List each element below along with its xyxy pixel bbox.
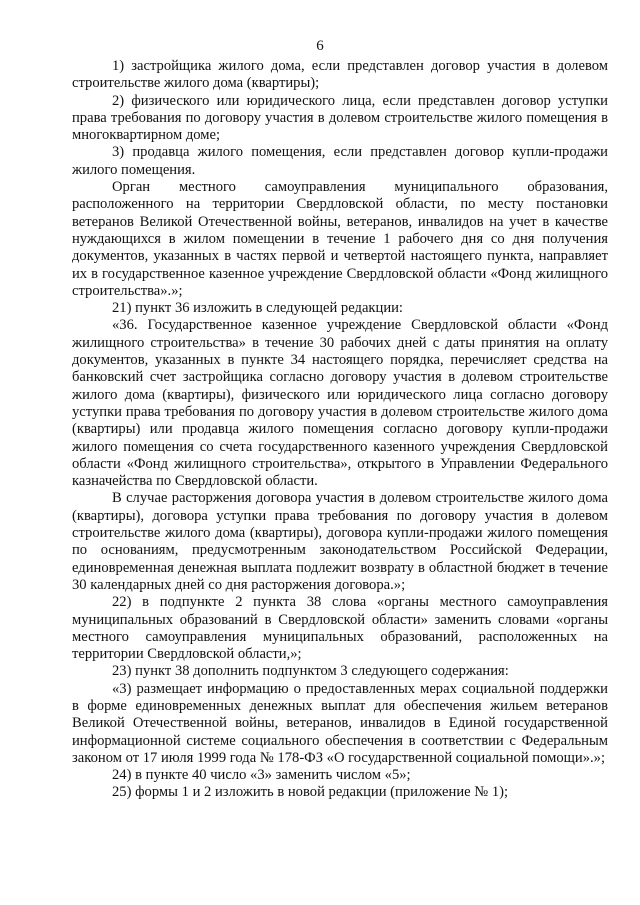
paragraph: 2) физического или юридического лица, если представлен договор уступки права требования по договору участия в долевом строительстве жилого помещения в многоквартирном доме; [72, 92, 608, 144]
paragraph: 23) пункт 38 дополнить подпунктом 3 следующего содержания: [112, 663, 509, 680]
document-body [72, 58, 608, 802]
paragraph: «36. Государственное казенное учреждение Свердловской области «Фонд жилищного строительства» в течение 30 рабочих дней с даты принятия на оплату документов, указанных в пункте 34 настоящего порядка, перечисляет средства на банковский счет застройщика согласно договору участия в долевом строительстве жилого дома (квартиры), физического или юридического лица согласно договору уступки права требования по договору участия в долевом строительстве жилого дома (квартиры) или продавца жилого помещения согласно договору купли-продажи жилого помещения со счета государственного казенного учреждения Свердловской области «Фонд жилищного строительства», открытого в Управлении Федерального казначейства по Свердловской области. [72, 317, 608, 490]
paragraph: 21) пункт 36 изложить в следующей редакции: [112, 300, 403, 317]
paragraph: 22) в подпункте 2 пункта 38 слова «органы местного самоуправления муниципальных образований в Свердловской области» заменить словами «органы местного самоуправления муниципальных образований, расположенных на территории Свердловской области,»; [72, 594, 608, 663]
paragraph: 25) формы 1 и 2 изложить в новой редакции (приложение № 1); [112, 784, 509, 801]
paragraph: В случае расторжения договора участия в долевом строительстве жилого дома (квартиры), договора уступки права требования по договору участия в долевом строительстве жилого дома (квартиры), договора купли-продажи жилого помещения по основаниям, предусмотренным законодательством Российской Федерации, единовременная денежная выплата подлежит возврату в областной бюджет в течение 30 календарных дней со дня расторжения договора.»; [72, 490, 608, 593]
paragraph: «3) размещает информацию о предоставленных мерах социальной поддержки в форме единовременных денежных выплат для обеспечения жильем ветеранов Великой Отечественной войны, ветеранов, инвалидов в Единой государственной информационной системе социального обеспечения в соответствии с Федеральным законом от 17 июля 1999 года № 178-ФЗ «О государственной социальной помощи».»; [72, 680, 608, 766]
paragraph: Орган местного самоуправления муниципального образования, расположенного на территории Свердловской области, по месту постановки ветеранов Великой Отечественной войны, ветеранов, инвалидов на учет в качестве нуждающихся в жилом помещении в течение 1 рабочего дня со дня получения документов, указанных в частях первой и четвертой настоящего пункта, направляет их в государственное казенное учреждение Свердловской области «Фонд жилищного строительства».»; [72, 179, 608, 299]
paragraph: 1) застройщика жилого дома, если представлен договор участия в долевом строительстве жилого дома (квартиры); [72, 58, 608, 92]
paragraph: 3) продавца жилого помещения, если представлен договор купли-продажи жилого помещения. [72, 144, 608, 178]
page-number: 6 [316, 38, 324, 54]
paragraph: 24) в пункте 40 число «3» заменить числом «5»; [112, 767, 411, 784]
